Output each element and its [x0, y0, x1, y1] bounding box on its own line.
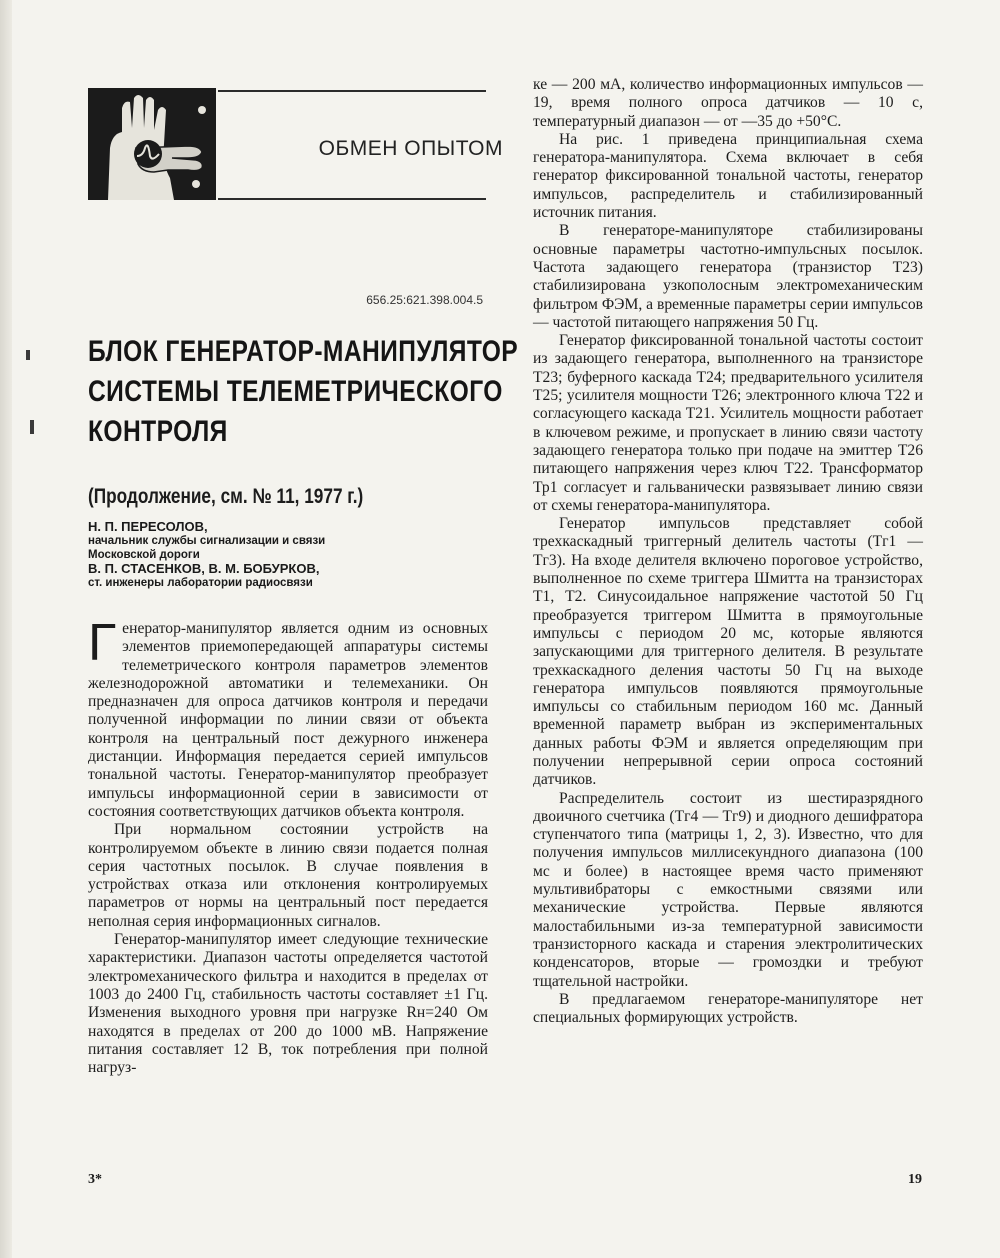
author-role: ст. инженеры лаборатории радиосвязи — [88, 577, 313, 589]
body-paragraph: В предлагаемом генераторе-манипуляторе нет специальных формирующих устройств. — [533, 990, 923, 1027]
drop-cap: Г — [88, 614, 117, 672]
body-paragraph: ке — 200 мА, количество информационных импульсов — 19, время полного опроса датчиков — 10 с, температурный диапазон — от —35 до +50°С. — [533, 76, 923, 130]
title-line: БЛОК ГЕНЕРАТОР-МАНИПУЛЯТОР — [88, 335, 519, 368]
body-paragraph: При нормальном состоянии устройств на контролируемом объекте в линию связи подается полная серия частотных посылок. В случае появления в устройствах отказа или отклонения контролируемых параметров от нормы на центральный пост передается неполная серия информационных сигналов. — [88, 821, 488, 930]
body-paragraph: В генераторе-манипуляторе стабилизированы основные параметры частотно-импульсных посылок. Частота задающего генератора (транзистор Т23) стабилизирована узкополосным электромеханическим фильтром ФЭМ, а временные параметры серии импульсов — частотой питающего напряжения 50 Гц. — [533, 222, 923, 331]
paragraph-text: енератор-манипулятор является одним из основных элементов приемопередающей аппаратуры системы телеметрического контроля параметров элементов железнодорожной автоматики и телемеханики. Он предназначен для опроса датчиков контроля и передачи полученной информации по линии связи от объекта контроля на центральный пост дежурного инженера дистанции. Информация передается серией импульсов тональной частоты. Генератор-манипулятор преобразует импульсы информационной серии в зависимости от состояния соответствующих датчиков объекта контроля. — [88, 620, 488, 820]
left-column — [88, 614, 488, 1077]
binding-shadow — [0, 0, 12, 1258]
body-paragraph: Генератор фиксированной тональной частоты состоит из задающего генератора, выполненного на транзисторе Т23; буферного каскада Т24; предварительного усилителя Т25; усилителя мощности Т26; электронного ключа Т22 и согласующего каскада Т21. Усилитель мощности работает в ключевом режиме, и пропускает в линию связи частоту задающего генератора только при подаче на эмиттер Т26 питающего напряжения через ключ Т22. Трансформатор Тр1 согласует и гальванически развязывает линию связи от схемы генератора-манипулятора. — [533, 332, 923, 514]
continuation-note: (Продолжение, см. № 11, 1977 г.) — [88, 485, 364, 508]
author-role: Московской дороги — [88, 549, 200, 561]
body-paragraph: Генератор-манипулятор имеет следующие технические характеристики. Диапазон частоты определяется частотой электромеханического фильтра и находится в пределах от 1003 до 2400 Гц, стабильность частоты составляет ±1 Гц. Изменения выходного уровня при нагрузке Rн=240 Ом находятся в пределах от 200 до 1000 мВ. Напряжение питания составляет 12 В, ток потребления при полной нагруз- — [88, 931, 488, 1077]
author-role: начальник службы сигнализации и связи — [88, 535, 326, 547]
article-title — [88, 332, 519, 452]
margin-mark — [26, 350, 30, 360]
udc-code: 656.25:621.398.004.5 — [366, 293, 483, 307]
margin-mark — [30, 420, 34, 434]
body-paragraph: Генератор импульсов представляет собой трехкаскадный триггерный делитель частоты (Тг1 — Тг3). На входе делителя включено пороговое устройство, выполненное по схеме триггера Шмитта на транзисторах Т1, Т2. Синусоидальное напряжение частотой 50 Гц преобразуется триггером Шмитта в прямоугольные импульсы с периодом 20 мс, которые являются запускающими для триггерного делителя. В результате трехкаскадного деления частоты 50 Гц на выходе генератора импульсов появляются прямоугольные импульсы со стабильным периодом 160 мс. Данный временной параметр выбран из экспериментальных данных работы ФЭМ и является определяющим при получении непрерывной серии опроса состояний датчиков. — [533, 515, 923, 789]
author-name: В. П. СТАСЕНКОВ, В. М. БОБУРКОВ, — [88, 561, 320, 576]
title-line: СИСТЕМЫ ТЕЛЕМЕТРИЧЕСКОГО — [88, 375, 503, 408]
author-block — [88, 520, 488, 590]
rubric-logo — [88, 88, 216, 200]
hands-icon — [88, 88, 216, 200]
author-name: Н. П. ПЕРЕСОЛОВ, — [88, 519, 208, 534]
right-column — [533, 76, 923, 1027]
page-number: 19 — [908, 1172, 922, 1187]
body-paragraph — [88, 614, 488, 821]
rubric-rule-top — [218, 90, 486, 92]
title-line: КОНТРОЛЯ — [88, 415, 228, 448]
signature-mark: 3* — [88, 1172, 102, 1187]
body-paragraph: Распределитель состоит из шестиразрядного двоичного счетчика (Тг4 — Тг9) и диодного дешифратора ступенчатого типа (матрицы 1, 2, 3). Известно, что для получения импульсов миллисекундного диапазона (100 мс и более) в настоящее время часто применяют мультивибраторы с емкостными связями или механические устройства. Первые являются малостабильными из-за температурной зависимости транзисторного каскада и старения электролитических конденсаторов, вторые — громоздки и требуют тщательной настройки. — [533, 789, 923, 990]
rubric-rule-bottom — [218, 198, 486, 200]
body-paragraph: На рис. 1 приведена принципиальная схема генератора-манипулятора. Схема включает в себя генератор фиксированной тональной частоты, генератор импульсов, распределитель и стабилизированный источник питания. — [533, 130, 923, 222]
rubric-heading: ОБМЕН ОПЫТОМ — [318, 137, 503, 160]
